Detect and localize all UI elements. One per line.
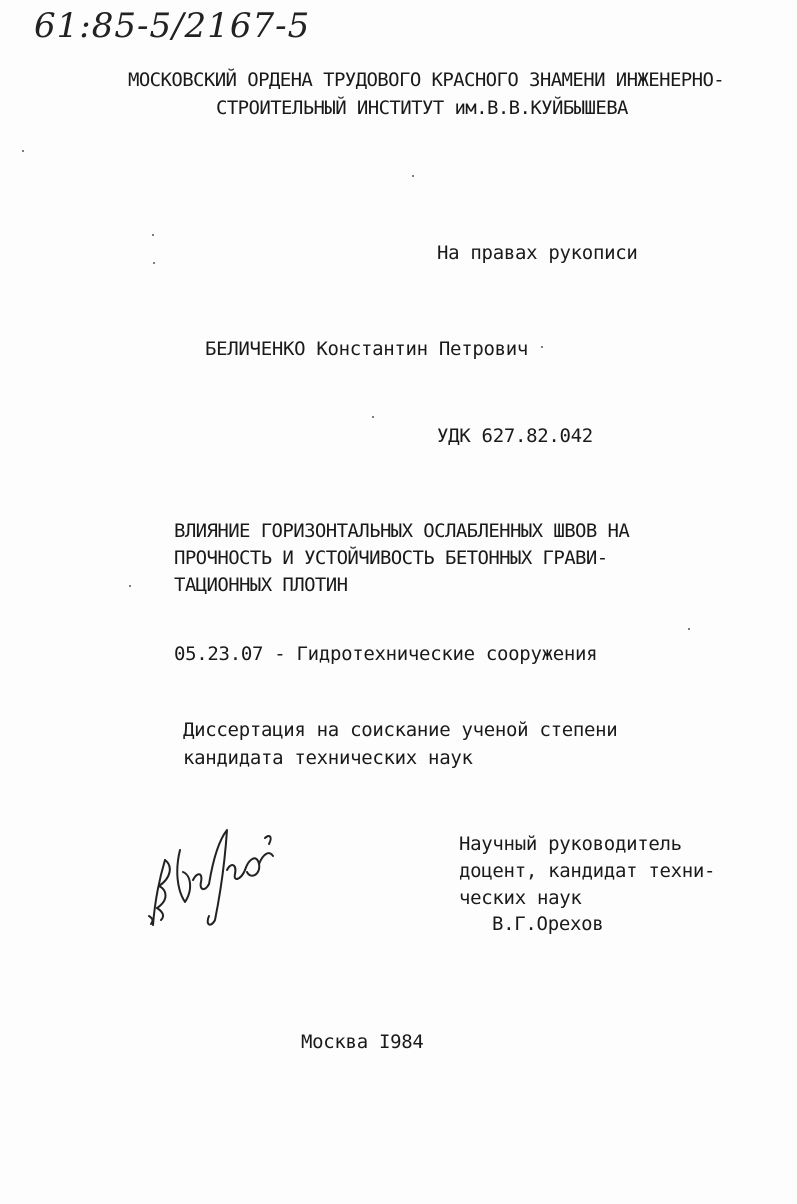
author-name: БЕЛИЧЕНКО Константин Петрович xyxy=(205,338,529,360)
degree-line2: кандидата технических наук xyxy=(183,747,473,769)
supervisor-line1: Научный руководитель xyxy=(459,833,682,855)
archive-number: 61:85-5/2167-5 xyxy=(34,6,311,46)
rights-note: На правах рукописи xyxy=(437,242,638,264)
supervisor-line3: ческих наук xyxy=(459,887,582,909)
supervisor-line2: доцент, кандидат техни- xyxy=(459,860,716,882)
degree-line1: Диссертация на соискание ученой степени xyxy=(183,719,618,741)
handwritten-signature-icon xyxy=(135,820,280,935)
title-line3: ТАЦИОННЫХ ПЛОТИН xyxy=(174,574,348,596)
title-line2: ПРОЧНОСТЬ И УСТОЙЧИВОСТЬ БЕТОННЫХ ГРАВИ- xyxy=(174,547,608,569)
specialty-code: 05.23.07 - Гидротехнические сооружения xyxy=(174,643,598,665)
city-year: Москва I984 xyxy=(301,1031,424,1053)
institute-header-line1: МОСКОВСКИЙ ОРДЕНА ТРУДОВОГО КРАСНОГО ЗНАМЕНИ ИНЖЕНЕРНО- xyxy=(128,69,725,91)
udc-code: УДК 627.82.042 xyxy=(437,425,593,447)
supervisor-name: В.Г.Орехов xyxy=(492,913,604,935)
institute-header-line2: СТРОИТЕЛЬНЫЙ ИНСТИТУТ им.В.В.КУЙБЫШЕВА xyxy=(216,97,628,119)
title-line1: ВЛИЯНИЕ ГОРИЗОНТАЛЬНЫХ ОСЛАБЛЕННЫХ ШВОВ НА xyxy=(174,520,630,542)
